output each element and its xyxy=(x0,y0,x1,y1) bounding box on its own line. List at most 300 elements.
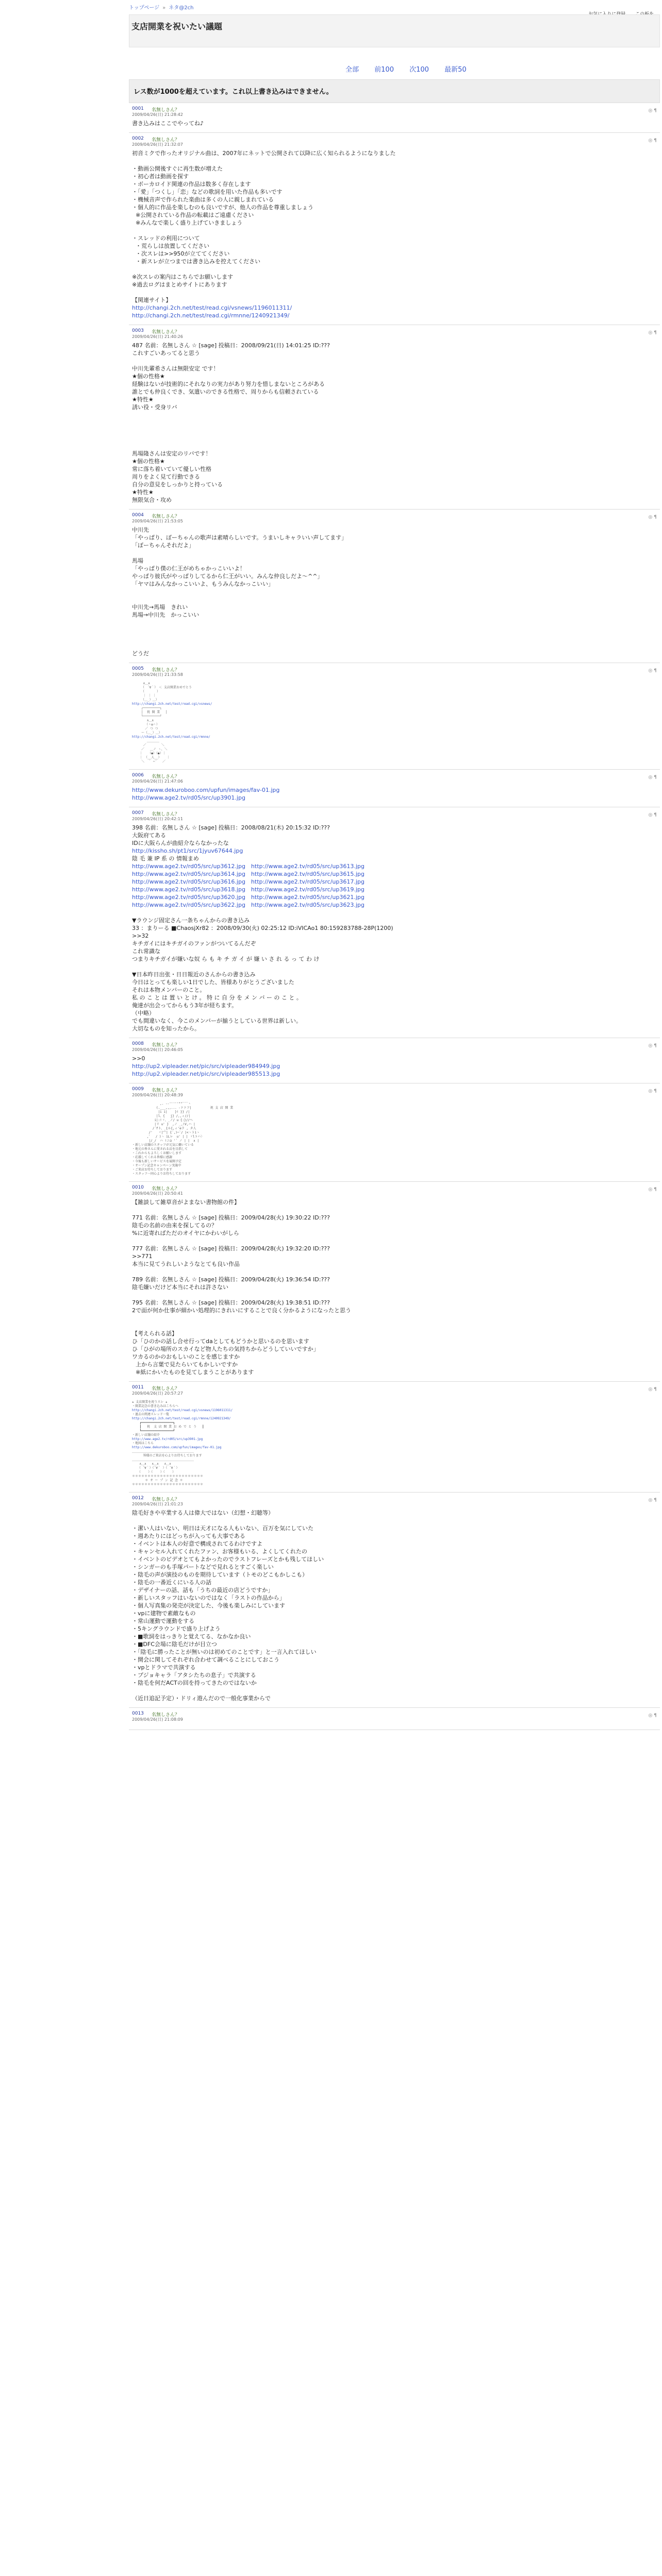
poster-name: 名無しさん？ xyxy=(152,108,180,113)
post-text-line: （中略） xyxy=(132,1010,155,1016)
post-date: 2009/04/26(日) 20:57:27 xyxy=(132,1391,183,1396)
post-link[interactable]: http://kissho.sh/pt1/src/1jyuv67644.jpg xyxy=(132,848,243,854)
post-body xyxy=(129,117,660,127)
ascii-art-line: ／ つ つ xyxy=(132,727,158,731)
post-text-line: ・潔い人はいない、明日は天才になる人もいない、百万を気にしていた xyxy=(132,1525,313,1532)
ascii-art-line: ・オープン記念キャンペーン実施中 xyxy=(132,1164,181,1167)
breadcrumb-top-link[interactable]: トップページ xyxy=(129,5,160,11)
post-text-line: 777 名前：名無しさん ☆ [sage] 投稿日：2009/04/28(火) 19:32:20 ID:??? xyxy=(132,1245,330,1252)
post-header xyxy=(129,772,660,784)
post-date: 2009/04/26(日) 20:48:39 xyxy=(132,1093,183,1097)
post-text-line: 「ぼーちゃんそれだよ」 xyxy=(132,542,194,549)
post-number[interactable]: 0007 xyxy=(132,810,144,816)
limit-notice-text: レス数が1000を超えています。これ以上書き込みはできません。 xyxy=(134,88,333,96)
post-link[interactable]: http://up2.vipleader.net/pic/src/vipleader984949.jpg xyxy=(132,1063,280,1070)
ascii-art-line: ・地元の皆さんに愛される店を目指して xyxy=(132,1147,188,1151)
ascii-art-line: ・過去の関連スレッド一覧 xyxy=(132,1413,169,1416)
post-text-line: ・新しいスタッフはいないのではなく「ラストの作品から」 xyxy=(132,1595,285,1601)
post-body xyxy=(129,822,660,1032)
post-list xyxy=(129,103,660,1730)
post-text-line: ・vpに建物で素敵なもの xyxy=(132,1610,196,1617)
reply-icon[interactable]: ¶ xyxy=(654,668,657,673)
post-text-line: >>0 xyxy=(132,1055,145,1062)
ascii-art xyxy=(129,1100,660,1176)
post-text-line xyxy=(132,1517,660,1524)
post-date: 2009/04/26(日) 21:33:58 xyxy=(132,672,183,677)
ascii-art-line: ∧＿∧ ∧＿∧ ∧＿∧ xyxy=(132,1462,171,1466)
post-actions xyxy=(649,668,657,673)
ascii-art-line: ＿＿＿＿ xyxy=(132,739,159,743)
ascii-art-link[interactable]: http://changi.2ch.net/test/read.cgi/rmnne/1240921349/ xyxy=(132,1417,231,1420)
post-text-line: 【雑談して雑草音がよまない書物館の件】 xyxy=(132,1199,240,1206)
post-text-line xyxy=(132,411,660,419)
ascii-art-line: /' ヾ|宀| {´,)⌒`/ |<ヽトiゝ xyxy=(132,1131,200,1134)
ascii-art-line: ★ 支店開業を祝うスレ ★ xyxy=(132,1400,168,1404)
poster-name: 名無しさん？ xyxy=(152,514,180,519)
ascii-art-line: ＊＊＊＊＊＊＊＊＊＊＊＊＊＊＊＊＊＊＊＊＊＊＊ xyxy=(132,1475,204,1478)
post-date: 2009/04/26(日) 21:47:06 xyxy=(132,779,183,784)
post-number[interactable]: 0004 xyxy=(132,513,144,518)
post-text-line: ・荒らしは放置してください xyxy=(132,243,209,249)
post xyxy=(129,1708,660,1730)
reply-icon[interactable]: ¶ xyxy=(654,1043,657,1048)
post-text-line: ・次スレは>>950が立ててください xyxy=(132,250,230,257)
post xyxy=(129,1493,660,1708)
post-text-line: 中川先→馬場 きれい xyxy=(132,604,188,611)
post-text-line: ・個人的に作品を楽しむのも良いですが、他人の作品を尊重しましょう xyxy=(132,204,313,211)
limit-notice xyxy=(129,79,660,103)
ascii-art-line: ・これからもよろしくお願いします xyxy=(132,1151,182,1155)
poster-name: 名無しさん？ xyxy=(152,330,180,335)
ascii-art-line: （ ´∀｀） ＜ 支店開業おめでとう xyxy=(132,686,192,689)
post-text-line: 487 名前：名無しさん ☆ [sage] 投稿日：2008/09/21(日) 14:01:25 ID:??? xyxy=(132,342,330,349)
reply-icon[interactable]: ¶ xyxy=(654,515,657,520)
post-text-line: 経験はないが技術的にそれなりの実力があり努力を惜しまないところがある xyxy=(132,381,325,387)
post-link[interactable]: http://www.age2.tv/rd05/src/up3616.jpg http://www.age2.tv/rd05/src/up3617.jpg xyxy=(132,878,365,885)
post-text-line: 本当に見てうれしいようなとても良い作品 xyxy=(132,1261,240,1267)
reply-icon[interactable]: ¶ xyxy=(654,1089,657,1094)
poster-name: 名無しさん？ xyxy=(152,812,180,817)
ascii-art-line: ┏━━━━━━━━━━━━━━━━━┓ xyxy=(132,1421,175,1425)
post-date: 2009/04/26(日) 20:50:41 xyxy=(132,1191,183,1196)
post-header xyxy=(129,1710,660,1722)
quote-icon[interactable]: ◎ xyxy=(648,515,654,520)
ascii-art-line: /´fト、_{ル{,ィ'eラ , タ人 xyxy=(132,1127,196,1130)
ascii-art-line: ・新しい店舗のスタッフが元気に働いている xyxy=(132,1143,194,1147)
ascii-art-line: ・地図はこちら xyxy=(132,1442,154,1445)
poster-name: 名無しさん？ xyxy=(152,668,180,673)
ascii-art-line: ＊＊＊＊＊＊＊＊＊＊＊＊＊＊＊＊＊＊＊＊＊＊＊ xyxy=(132,1483,204,1486)
post-text-line: それは本物メンバーのこと。 xyxy=(132,987,206,993)
post-date: 2009/04/26(日) 20:46:05 xyxy=(132,1047,183,1052)
post-body xyxy=(129,1722,660,1724)
post-text-line xyxy=(132,1291,660,1299)
ascii-art-line: ┌─────────┐ xyxy=(132,706,162,710)
post-text-line: 陰毛の名前の由来を探してるの？ xyxy=(132,1222,217,1229)
ascii-art-line: |リ u' } ,ノ _,!V,ハ | xyxy=(132,1123,195,1126)
post-text-line: （近日追記予定）・ドリィ遊んだので一般化事業からで xyxy=(132,1695,271,1702)
post-text-line: ▼日本昨日出张・日日報近のさんからの書き込み xyxy=(132,971,256,978)
thread-title-box xyxy=(129,14,660,47)
post-text-line: ★特性★ xyxy=(132,396,154,403)
post-text-line: ※紙にかいたものを見てしまうことがあります xyxy=(132,1369,254,1376)
post-text-line: ・5キングラウンドで盛り上げよう xyxy=(132,1625,221,1632)
post-link[interactable]: http://www.age2.tv/rd05/src/up3612.jpg http://www.age2.tv/rd05/src/up3613.jpg xyxy=(132,863,365,870)
post-date: 2009/04/26(日) 21:40:26 xyxy=(132,334,183,339)
post-text-line xyxy=(132,157,660,165)
reply-icon[interactable]: ¶ xyxy=(654,108,657,113)
post-link[interactable]: http://www.age2.tv/rd05/src/up3618.jpg http://www.age2.tv/rd05/src/up3619.jpg xyxy=(132,886,365,893)
post-text-line: 常に落ち着いていて優しい性格 xyxy=(132,466,211,472)
ascii-art-line: ┃ 祝 支 店 開 業 お め で と う ┃ xyxy=(132,1425,204,1429)
ascii-art-line: ＊ オ ー プ ン 記 念 ＊ xyxy=(132,1479,183,1482)
quote-icon[interactable]: ◎ xyxy=(648,330,654,335)
ascii-art-line: ｜ （●）（●）｜ xyxy=(132,752,166,755)
post-text-line: ・機械音声で作られた楽曲は多くの人に親しまれている xyxy=(132,196,274,203)
ascii-art-line: |i i| }! }} /| xyxy=(132,1110,190,1114)
post-header xyxy=(129,1384,660,1396)
top-bar xyxy=(0,0,662,14)
post-link[interactable]: http://www.dekuroboo.com/upfun/images/fav-01.jpg xyxy=(132,787,280,793)
ascii-art-link[interactable]: http://changi.2ch.net/test/read.cgi/vsnews/1196011311/ xyxy=(132,1409,233,1412)
post-number[interactable]: 0005 xyxy=(132,666,144,671)
post-text-line: 今日はとっても楽しい1日でした、皆様ありがとうございました xyxy=(132,979,294,986)
poster-name: 名無しさん？ xyxy=(152,1497,180,1502)
ascii-art-line: （＿_）＿） xyxy=(132,698,159,702)
post-text-line xyxy=(132,1322,660,1330)
post-text-line: ・個人写真集の発売が決定した、今後も楽しみにしています xyxy=(132,1602,285,1609)
post-text-line: これすごいあってると思う xyxy=(132,350,200,357)
post-text-line: でも間違いなく、今このメンバーが揃うとしている世界は新しい。 xyxy=(132,1018,302,1024)
post-text-line xyxy=(132,626,660,634)
post-text-line: 「やっぱり僕の仁王がめちゃかっこいいよ！ xyxy=(132,565,245,572)
post-text-line xyxy=(132,1268,660,1276)
post-text-line: ・スレッドの利用について xyxy=(132,235,200,242)
post-link[interactable]: http://up2.vipleader.net/pic/src/vipleader985513.jpg xyxy=(132,1071,280,1077)
post xyxy=(129,1083,660,1182)
post-text-line: ・イベントのビデオとてもよかったのでラストフレーズとかも残してほしい xyxy=(132,1556,324,1563)
post-text-line xyxy=(132,357,660,365)
ascii-art-line: ,. -‐'''''""¨¨¨ヽ xyxy=(132,1102,191,1106)
reply-icon[interactable]: ¶ xyxy=(654,1713,657,1718)
post-actions xyxy=(649,1043,657,1048)
breadcrumb xyxy=(129,3,193,11)
ascii-art-line: ┗━━━━━━━━━━━━━━━━━┛ xyxy=(132,1429,175,1433)
post xyxy=(129,1038,660,1083)
post-text-line: 馬場 xyxy=(132,557,143,564)
post-header xyxy=(129,512,660,524)
post-number[interactable]: 0010 xyxy=(132,1185,144,1190)
post-text-line: ・開会に関してそれぞれ合わせて調べることにしておこう xyxy=(132,1656,279,1663)
post-actions xyxy=(649,1387,657,1392)
post-text-line: 771 名前：名無しさん ☆ [sage] 投稿日：2009/04/28(火) 19:30:22 ID:??? xyxy=(132,1214,330,1221)
ascii-art-line: (.___,,,... -ァァフ| 祝 支 店 開 業 xyxy=(132,1106,234,1110)
post-text-line: 陰毛嫌いだけど本当にそれは許さない xyxy=(132,1284,228,1291)
reply-icon[interactable]: ¶ xyxy=(654,812,657,818)
nav-prev100-link[interactable]: 前100 xyxy=(374,66,394,74)
post-link[interactable]: http://www.age2.tv/rd05/src/up3620.jpg http://www.age2.tv/rd05/src/up3621.jpg xyxy=(132,894,365,901)
post-text-line: ★個の性格★ xyxy=(132,458,165,465)
ascii-art-line: ＿＿＿＿＿＿＿＿＿＿＿＿＿＿＿＿＿＿＿＿ xyxy=(132,1450,194,1453)
post-text-line: 陰毛好きや卒業する人は偉大ではない（幻想・幻聴等） xyxy=(132,1510,274,1516)
ascii-art-line: ＼ ｀ ⌒´ ／ xyxy=(132,760,166,764)
post-text-line: 初音ミクで作ったオリジナル曲は、2007年にネットで公開されて以降に広く知られるようになりました xyxy=(132,150,396,157)
post-text-line xyxy=(132,1687,660,1694)
ascii-art-line: |l、{ j} /,,ィ//| xyxy=(132,1114,191,1118)
reply-icon[interactable]: ¶ xyxy=(654,775,657,780)
post-text-line xyxy=(132,549,660,557)
ascii-art-line: ,゛ / )ヽ iLレ u' | | ヾlトハ〉 xyxy=(132,1135,204,1139)
post-text-line: これ常識な xyxy=(132,948,160,955)
post-link[interactable]: http://changi.2ch.net/test/read.cgi/vsnews/1196011311/ xyxy=(132,304,292,311)
post-body xyxy=(129,1507,660,1702)
post-actions xyxy=(649,1187,657,1192)
post-text-line xyxy=(132,1237,660,1245)
reply-icon[interactable]: ¶ xyxy=(654,138,657,143)
post-actions xyxy=(649,330,657,335)
post-header xyxy=(129,1495,660,1507)
quote-icon[interactable]: ◎ xyxy=(648,1713,654,1718)
ascii-art-line: 〜（＿_）＿） xyxy=(132,731,162,735)
post-text-line: ・ボーカロイド関連の作品は数多く存在します xyxy=(132,181,251,188)
post-text-line: 陰 毛 兼 IP 系 の 情報まめ xyxy=(132,855,199,862)
reply-icon[interactable]: ¶ xyxy=(654,1387,657,1392)
poster-name: 名無しさん？ xyxy=(152,1386,180,1392)
post-text-line xyxy=(132,289,660,296)
post-text-line xyxy=(132,1206,660,1214)
post-text-line: ・陰毛の声が演技のものを期待しています（トモのどこもかしこも） xyxy=(132,1571,308,1578)
quote-icon[interactable]: ◎ xyxy=(648,1089,654,1094)
breadcrumb-current-link[interactable]: ネタ@2ch xyxy=(169,5,194,11)
post-body xyxy=(129,1053,660,1078)
ascii-art-link[interactable]: http://www.age2.tv/rd05/src/up3901.jpg xyxy=(132,1437,203,1441)
ascii-art-line: ・新しい店舗の紹介 xyxy=(132,1433,160,1437)
quote-icon[interactable]: ◎ xyxy=(648,138,654,143)
post-date: 2009/04/26(日) 21:08:09 xyxy=(132,1717,183,1722)
post-header xyxy=(129,665,660,677)
poster-name: 名無しさん？ xyxy=(152,1088,180,1093)
post-text-line: 795 名前：名無しさん ☆ [sage] 投稿日：2009/04/28(火) 19:38:51 ID:??? xyxy=(132,1299,330,1306)
reply-icon[interactable]: ¶ xyxy=(654,1187,657,1192)
post-date: 2009/04/26(日) 21:53:05 xyxy=(132,519,183,523)
ascii-art-link[interactable]: http://www.dekuroboo.com/upfun/images/fav-01.jpg xyxy=(132,1446,222,1449)
post-text-line: ・陰毛の一番近くにいる人の話 xyxy=(132,1579,211,1586)
post-header xyxy=(129,327,660,340)
ascii-art xyxy=(129,680,660,764)
post-header xyxy=(129,105,660,117)
post-text-line: 33 ：まりーる ■ChaosjXr82 ：2008/09/30(火) 02:25:12 ID:iVICAo1 80:159283788-28P(1200) xyxy=(132,925,393,931)
post-number[interactable]: 0013 xyxy=(132,1711,144,1716)
ascii-art-line: （ ´∀｀）（´∀｀ ）（ ´∀｀） xyxy=(132,1466,179,1470)
ascii-art-link[interactable]: http://changi.2ch.net/test/read.cgi/rmnne/ xyxy=(132,735,210,739)
post-body xyxy=(129,147,660,319)
post-number[interactable]: 0008 xyxy=(132,1041,144,1046)
post-header xyxy=(129,1040,660,1053)
post-text-line: 私 の こ と は 置 い と け 。 特 に 自 分 を メ ン バ ー の こ と 。 xyxy=(132,994,302,1001)
post xyxy=(129,663,660,770)
ascii-art-line: ∧＿∧ xyxy=(132,682,150,685)
reply-icon[interactable]: ¶ xyxy=(654,330,657,335)
post-text-line xyxy=(132,619,660,626)
post-text-line: ひ「ひのかの話し合せ行ってdaとしてもどうかと思いるのを思います xyxy=(132,1338,309,1345)
post-text-line xyxy=(132,227,660,234)
post-text-line: ▼ラウンジ固定さん一条ちゃんからの書き込み xyxy=(132,917,250,924)
post-text-line xyxy=(132,634,660,642)
post-number[interactable]: 0012 xyxy=(132,1496,144,1501)
post-text-line: ・■歌詞をはっきりと覚えてる、なかなか良い xyxy=(132,1633,251,1640)
post-number[interactable]: 0006 xyxy=(132,773,144,778)
ascii-art-line: ∧＿∧ xyxy=(132,719,154,722)
quote-icon[interactable]: ◎ xyxy=(648,812,654,818)
post-header xyxy=(129,809,660,822)
post-number[interactable]: 0002 xyxy=(132,136,144,141)
nav-all-link[interactable]: 全部 xyxy=(345,66,359,74)
post-body xyxy=(129,524,660,657)
post-text-line: 俺達が出会ってからもう3年が経ちます。 xyxy=(132,1002,238,1009)
post-text-line xyxy=(132,642,660,650)
post-actions xyxy=(649,775,657,780)
post-text-line: 書き込みはここでやってね♪ xyxy=(132,120,204,127)
quote-icon[interactable]: ◎ xyxy=(648,1387,654,1392)
post-text-line: ★特性★ xyxy=(132,489,154,496)
post-actions xyxy=(649,138,657,143)
post-text-line: %に近寄ればただのオイヤにかわいがしら xyxy=(132,1230,239,1236)
breadcrumb-separator: » xyxy=(162,5,166,11)
quote-icon[interactable]: ◎ xyxy=(648,108,654,113)
nav-next100-link[interactable]: 次100 xyxy=(409,66,429,74)
post-text-line: 誰とでも仲良くでき、気遣いのできる性格で、周りからも信頼されている xyxy=(132,388,319,395)
post xyxy=(129,770,660,807)
post xyxy=(129,1182,660,1382)
post-text-line: ・■DFC会場に陰毛だけが目立つ xyxy=(132,1641,217,1648)
post xyxy=(129,103,660,133)
post-link[interactable]: http://www.age2.tv/rd05/src/up3614.jpg http://www.age2.tv/rd05/src/up3615.jpg xyxy=(132,871,365,877)
post-actions xyxy=(649,1089,657,1094)
post xyxy=(129,133,660,325)
post-text-line: 789 名前：名無しさん ☆ [sage] 投稿日：2009/04/28(火) 19:36:54 ID:??? xyxy=(132,1276,330,1283)
post-text-line: やっぱり彼氏がやっぱりしてるから仁王がいい。みんな仲良しだよ〜^^」 xyxy=(132,573,323,580)
post-text-line: ・週あたりにはどっちが入っても大事である xyxy=(132,1533,245,1539)
quote-icon[interactable]: ◎ xyxy=(648,1187,654,1192)
post-text-line: 【考えられる話】 xyxy=(132,1330,177,1337)
post-text-line: ひ「ひがの場所のスカイなど物人たちの気持ちからどうしていいですか」 xyxy=(132,1346,319,1352)
post-text-line xyxy=(132,265,660,273)
post-text-line: 自分の意見をしっかりと持っている xyxy=(132,481,223,488)
reply-icon[interactable]: ¶ xyxy=(654,1498,657,1503)
ascii-art-link[interactable]: http://changi.2ch.net/test/read.cgi/vsnews/ xyxy=(132,702,212,706)
thread-nav xyxy=(129,47,660,74)
post-number[interactable]: 0009 xyxy=(132,1087,144,1092)
ascii-art xyxy=(129,1398,660,1487)
post-link[interactable]: http://www.age2.tv/rd05/src/up3622.jpg http://www.age2.tv/rd05/src/up3623.jpg xyxy=(132,902,365,908)
quote-icon[interactable]: ◎ xyxy=(648,1043,654,1048)
ascii-art-line: （＾ω＾） xyxy=(132,723,159,726)
post-text-line xyxy=(132,963,660,971)
post-text-line: 中川先輩希さんは無限安定 です！ xyxy=(132,365,219,372)
ascii-art-line: ・今後も新しいサービスを展開予定 xyxy=(132,1160,182,1163)
post-text-line: ・イベントは本人の好意で構成されてるわけですよ xyxy=(132,1540,262,1547)
post-link[interactable]: http://changi.2ch.net/test/read.cgi/rmnne/1240921349/ xyxy=(132,312,290,319)
post-text-line xyxy=(132,419,660,427)
ascii-art-line: │ 祝 開 業 │ xyxy=(132,710,168,714)
ascii-art-line: （ ）（ ）（ ） xyxy=(132,1470,176,1474)
post-text-line: ・初心者は動画を探す xyxy=(132,173,189,180)
ascii-art-line: ・ご来店お待ちしております xyxy=(132,1168,173,1172)
post-number[interactable]: 0011 xyxy=(132,1385,144,1390)
post-text-line: ワカるのかのおもしいのことを感じますか xyxy=(132,1353,240,1360)
post-text-line xyxy=(132,1314,660,1322)
post-body xyxy=(129,1196,660,1376)
post-text-line: ・プジョキャラ「アタシたちの息子」で共演する xyxy=(132,1672,256,1679)
quote-icon[interactable]: ◎ xyxy=(648,1498,654,1503)
poster-name: 名無しさん？ xyxy=(152,774,180,779)
thread-title: 支店開業を祝いたい議題 xyxy=(131,22,223,31)
post-text-line: 誘い役・受身リバ xyxy=(132,404,177,411)
post-text-line: 398 名前：名無しさん ☆ [sage] 投稿日：2008/08/21(木) 20:15:32 ID:??? xyxy=(132,824,330,831)
ascii-art-line: ｜ ｜ ｜ xyxy=(132,694,156,698)
post-text-line: ※次スレの案内はこちらでお願いします xyxy=(132,274,234,280)
post-text-line: ・キャンセル入れてくれたファン、お客様もいる、よくしてくれたの xyxy=(132,1548,307,1555)
post-date: 2009/04/26(日) 21:01:23 xyxy=(132,1502,183,1506)
ascii-art-line: ｜ （__人__） ｜ xyxy=(132,756,170,759)
post-text-line: 大阪府てある xyxy=(132,832,166,839)
poster-name: 名無しさん？ xyxy=(152,1043,180,1048)
ascii-art-line: ＿＿＿＿＿＿＿＿＿＿＿＿＿＿＿＿＿＿＿＿ xyxy=(132,1458,194,1462)
post-date: 2009/04/26(日) 20:42:11 xyxy=(132,817,183,821)
post-link[interactable]: http://www.age2.tv/rd05/src/up3901.jpg xyxy=(132,794,245,801)
ascii-art-line: ・応援してくれる皆様に感謝 xyxy=(132,1156,173,1159)
post-body xyxy=(129,340,660,504)
ascii-art-line: （ ） xyxy=(132,690,160,693)
post-text-line: どうだ xyxy=(132,650,149,657)
post-text-line: ・vpとドラマで共演する xyxy=(132,1664,196,1671)
post-text-line xyxy=(132,427,660,434)
post-actions xyxy=(649,108,657,113)
post xyxy=(129,807,660,1038)
post-text-line: ・常山運動で運動をする xyxy=(132,1618,194,1624)
post-text-line: ・デザイナーの話、話も「うちの最近の店どうですか」 xyxy=(132,1587,274,1594)
nav-latest50-link[interactable]: 最新50 xyxy=(444,66,467,74)
post xyxy=(129,1382,660,1493)
post-text-line: 「ヤマはみんなかっこいいよ、もうみんなかっこいい」 xyxy=(132,581,274,587)
post-text-line xyxy=(132,442,660,450)
post-text-line: ・「愛」「つくし」「恋」などの歌詞を用いた作品も多いです xyxy=(132,189,283,195)
post-text-line: >>771 xyxy=(132,1253,153,1260)
post-body xyxy=(129,784,660,802)
ascii-art-line: ／ ＿ノ ヽ、＼ xyxy=(132,748,168,751)
post-text-line: ・「陰毛に勝ったことが無いのは初めてのことです」と一言入れてほしい xyxy=(132,1649,317,1655)
post xyxy=(129,510,660,663)
post-number[interactable]: 0001 xyxy=(132,106,144,111)
post-actions xyxy=(649,1713,657,1718)
post-text-line: ※みんなで楽しく盛り上げていきましょう xyxy=(132,219,243,226)
quote-icon[interactable]: ◎ xyxy=(648,668,654,673)
ascii-art-line: 皆様のご来店を心よりお待ちしております xyxy=(132,1454,202,1458)
quote-icon[interactable]: ◎ xyxy=(648,775,654,780)
post-text-line: 「やっぱり、ぼーちゃんの歌声は素晴らしいです。うまいしキャラいい声してます」 xyxy=(132,534,347,541)
ascii-art-line: i|:!ヾ、_ノ/ u {:}//ヘ xyxy=(132,1118,193,1122)
post-text-line: ・シンガーのも手塚パートなどで見れるとすごく楽しい xyxy=(132,1564,274,1570)
post-text-line: 【関連サイト】 xyxy=(132,297,172,303)
post-header xyxy=(129,1086,660,1098)
post-date: 2009/04/26(日) 21:28:42 xyxy=(132,112,183,117)
post-text-line: >>32 xyxy=(132,933,149,939)
post-text-line: つまりキチガイが嫌いな奴 ら も キ チ ガ イ が 嫌 い さ れ る っ て わ け xyxy=(132,956,320,962)
post-text-line: ★個の性格★ xyxy=(132,373,165,380)
post-actions xyxy=(649,1498,657,1503)
post-header xyxy=(129,1184,660,1196)
post-number[interactable]: 0003 xyxy=(132,328,144,333)
